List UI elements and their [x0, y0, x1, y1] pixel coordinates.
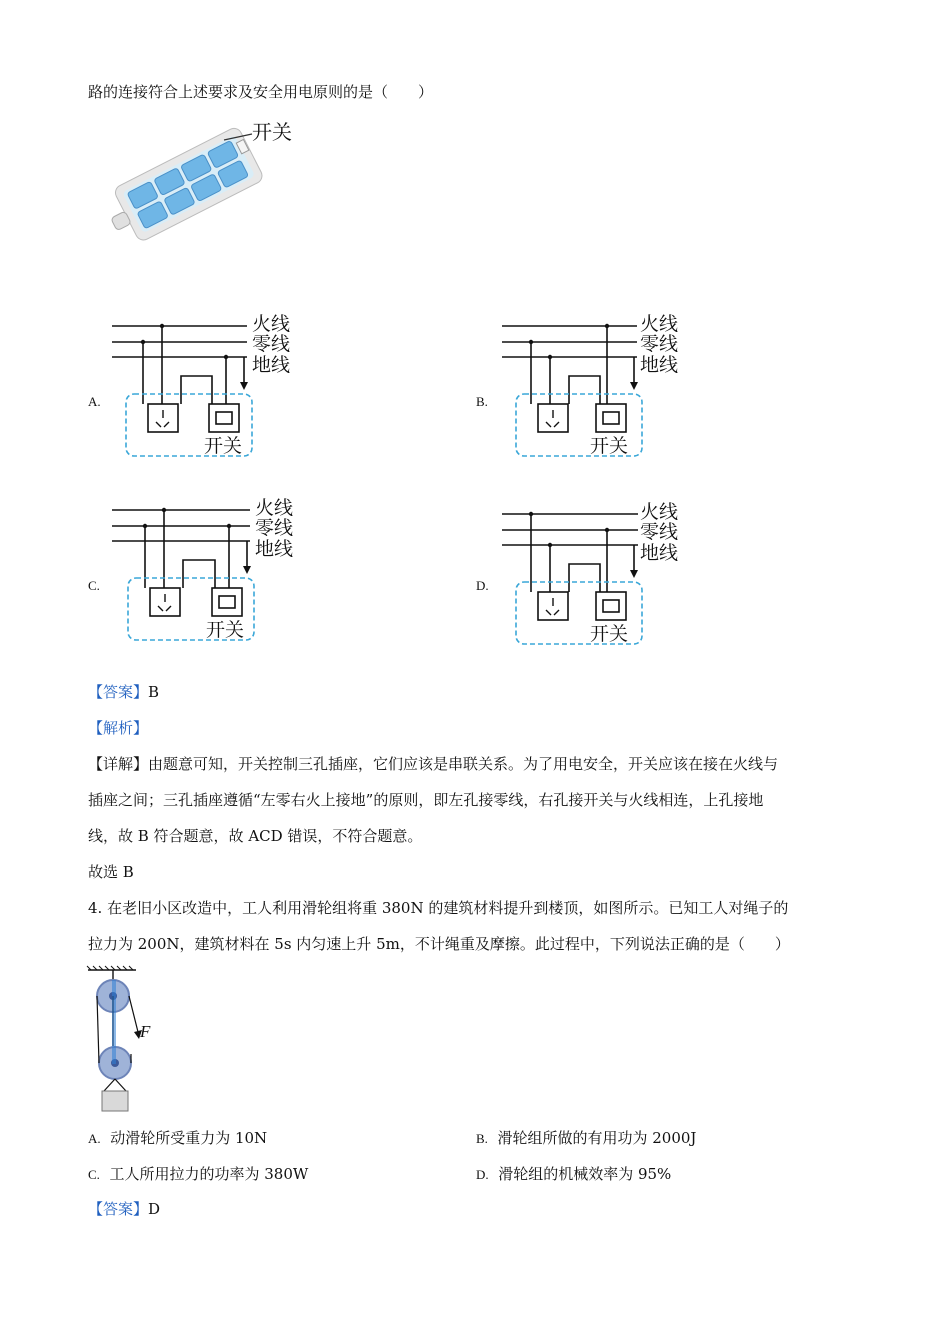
option-c-label: C.: [88, 578, 100, 593]
q4-option-c: [88, 1164, 308, 1185]
switch-label-b: 开关: [590, 435, 629, 457]
live-wire-label-a: 火线: [252, 313, 291, 335]
answer-3-value: B: [148, 683, 160, 701]
ground-wire-label-d: 地线: [640, 542, 679, 564]
q4-option-b: [476, 1128, 696, 1149]
ground-wire-label-b: 地线: [640, 354, 679, 376]
q4-option-d: [476, 1164, 671, 1185]
q4-option-d-label: D.: [476, 1167, 489, 1182]
neutral-wire-label-c: 零线: [255, 517, 294, 539]
analysis-3-tag: 【解析】: [88, 719, 149, 737]
answer-4: [88, 1199, 160, 1219]
neutral-wire-label-d: 零线: [640, 521, 679, 543]
q4-option-a: [88, 1128, 267, 1149]
power-strip-switch-label: 开关: [252, 120, 292, 144]
option-b-label: B.: [476, 394, 488, 409]
ground-wire-label-a: 地线: [252, 354, 291, 376]
q4-option-b-text: 滑轮组所做的有用功为 2000J: [497, 1129, 697, 1147]
switch-label-c: 开关: [206, 619, 245, 641]
live-wire-label-d: 火线: [640, 501, 679, 523]
ground-wire-label-c: 地线: [255, 538, 294, 560]
answer-3-tag: 【答案】: [88, 683, 149, 701]
switch-label-d: 开关: [590, 623, 629, 645]
answer-4-tag: 【答案】: [88, 1200, 149, 1218]
answer-4-value: D: [148, 1200, 161, 1218]
option-a-label: A.: [88, 394, 101, 409]
neutral-wire-label-a: 零线: [252, 333, 291, 355]
analysis-3-line-2: 插座之间；三孔插座遵循“左零右火上接地”的原则，即左孔接零线，右孔接开关与火线相连，上孔接地: [88, 791, 764, 809]
analysis-3-line-3: 线，故 B 符合题意，故 ACD 错误，不符合题意。: [88, 827, 423, 845]
q4-option-c-text: 工人所用拉力的功率为 380W: [109, 1165, 309, 1183]
analysis-3-detail-tag: 【详解】: [88, 755, 149, 773]
analysis-3-line-1-text: 由题意可知，开关控制三孔插座，它们应该是串联关系。为了用电安全，开关应该在接在火线与: [148, 755, 779, 773]
question-4-line-2: 拉力为 200N，建筑材料在 5s 内匀速上升 5m，不计绳重及摩擦。此过程中，下列说法正确的是（ ）: [88, 935, 790, 953]
option-d-label: D.: [476, 578, 489, 593]
q4-option-d-text: 滑轮组的机械效率为 95%: [498, 1165, 672, 1183]
circuit-diagram-c: [112, 496, 312, 646]
live-wire-label-c: 火线: [255, 497, 294, 519]
question-3-stem: 路的连接符合上述要求及安全用电原则的是（ ）: [88, 83, 434, 101]
neutral-wire-label-b: 零线: [640, 333, 679, 355]
circuit-diagram-a: [112, 312, 312, 462]
switch-label-a: 开关: [204, 435, 243, 457]
answer-3: [88, 682, 159, 702]
q4-option-b-label: B.: [476, 1131, 488, 1146]
circuit-diagram-d: [502, 500, 702, 650]
analysis-3-line-1: [88, 754, 778, 774]
q4-option-a-text: 动滑轮所受重力为 10N: [110, 1129, 268, 1147]
question-4-line-1: 4. 在老旧小区改造中，工人利用滑轮组将重 380N 的建筑材料提升到楼顶，如图所示。已知工人对绳子的: [88, 899, 789, 917]
analysis-3-conclusion: 故选 B: [88, 863, 134, 881]
pulley-diagram: [86, 966, 166, 1116]
q4-option-a-label: A.: [88, 1131, 101, 1146]
q4-option-c-label: C.: [88, 1167, 100, 1182]
force-label: F: [140, 1022, 151, 1041]
circuit-diagram-b: [502, 312, 702, 462]
live-wire-label-b: 火线: [640, 313, 679, 335]
